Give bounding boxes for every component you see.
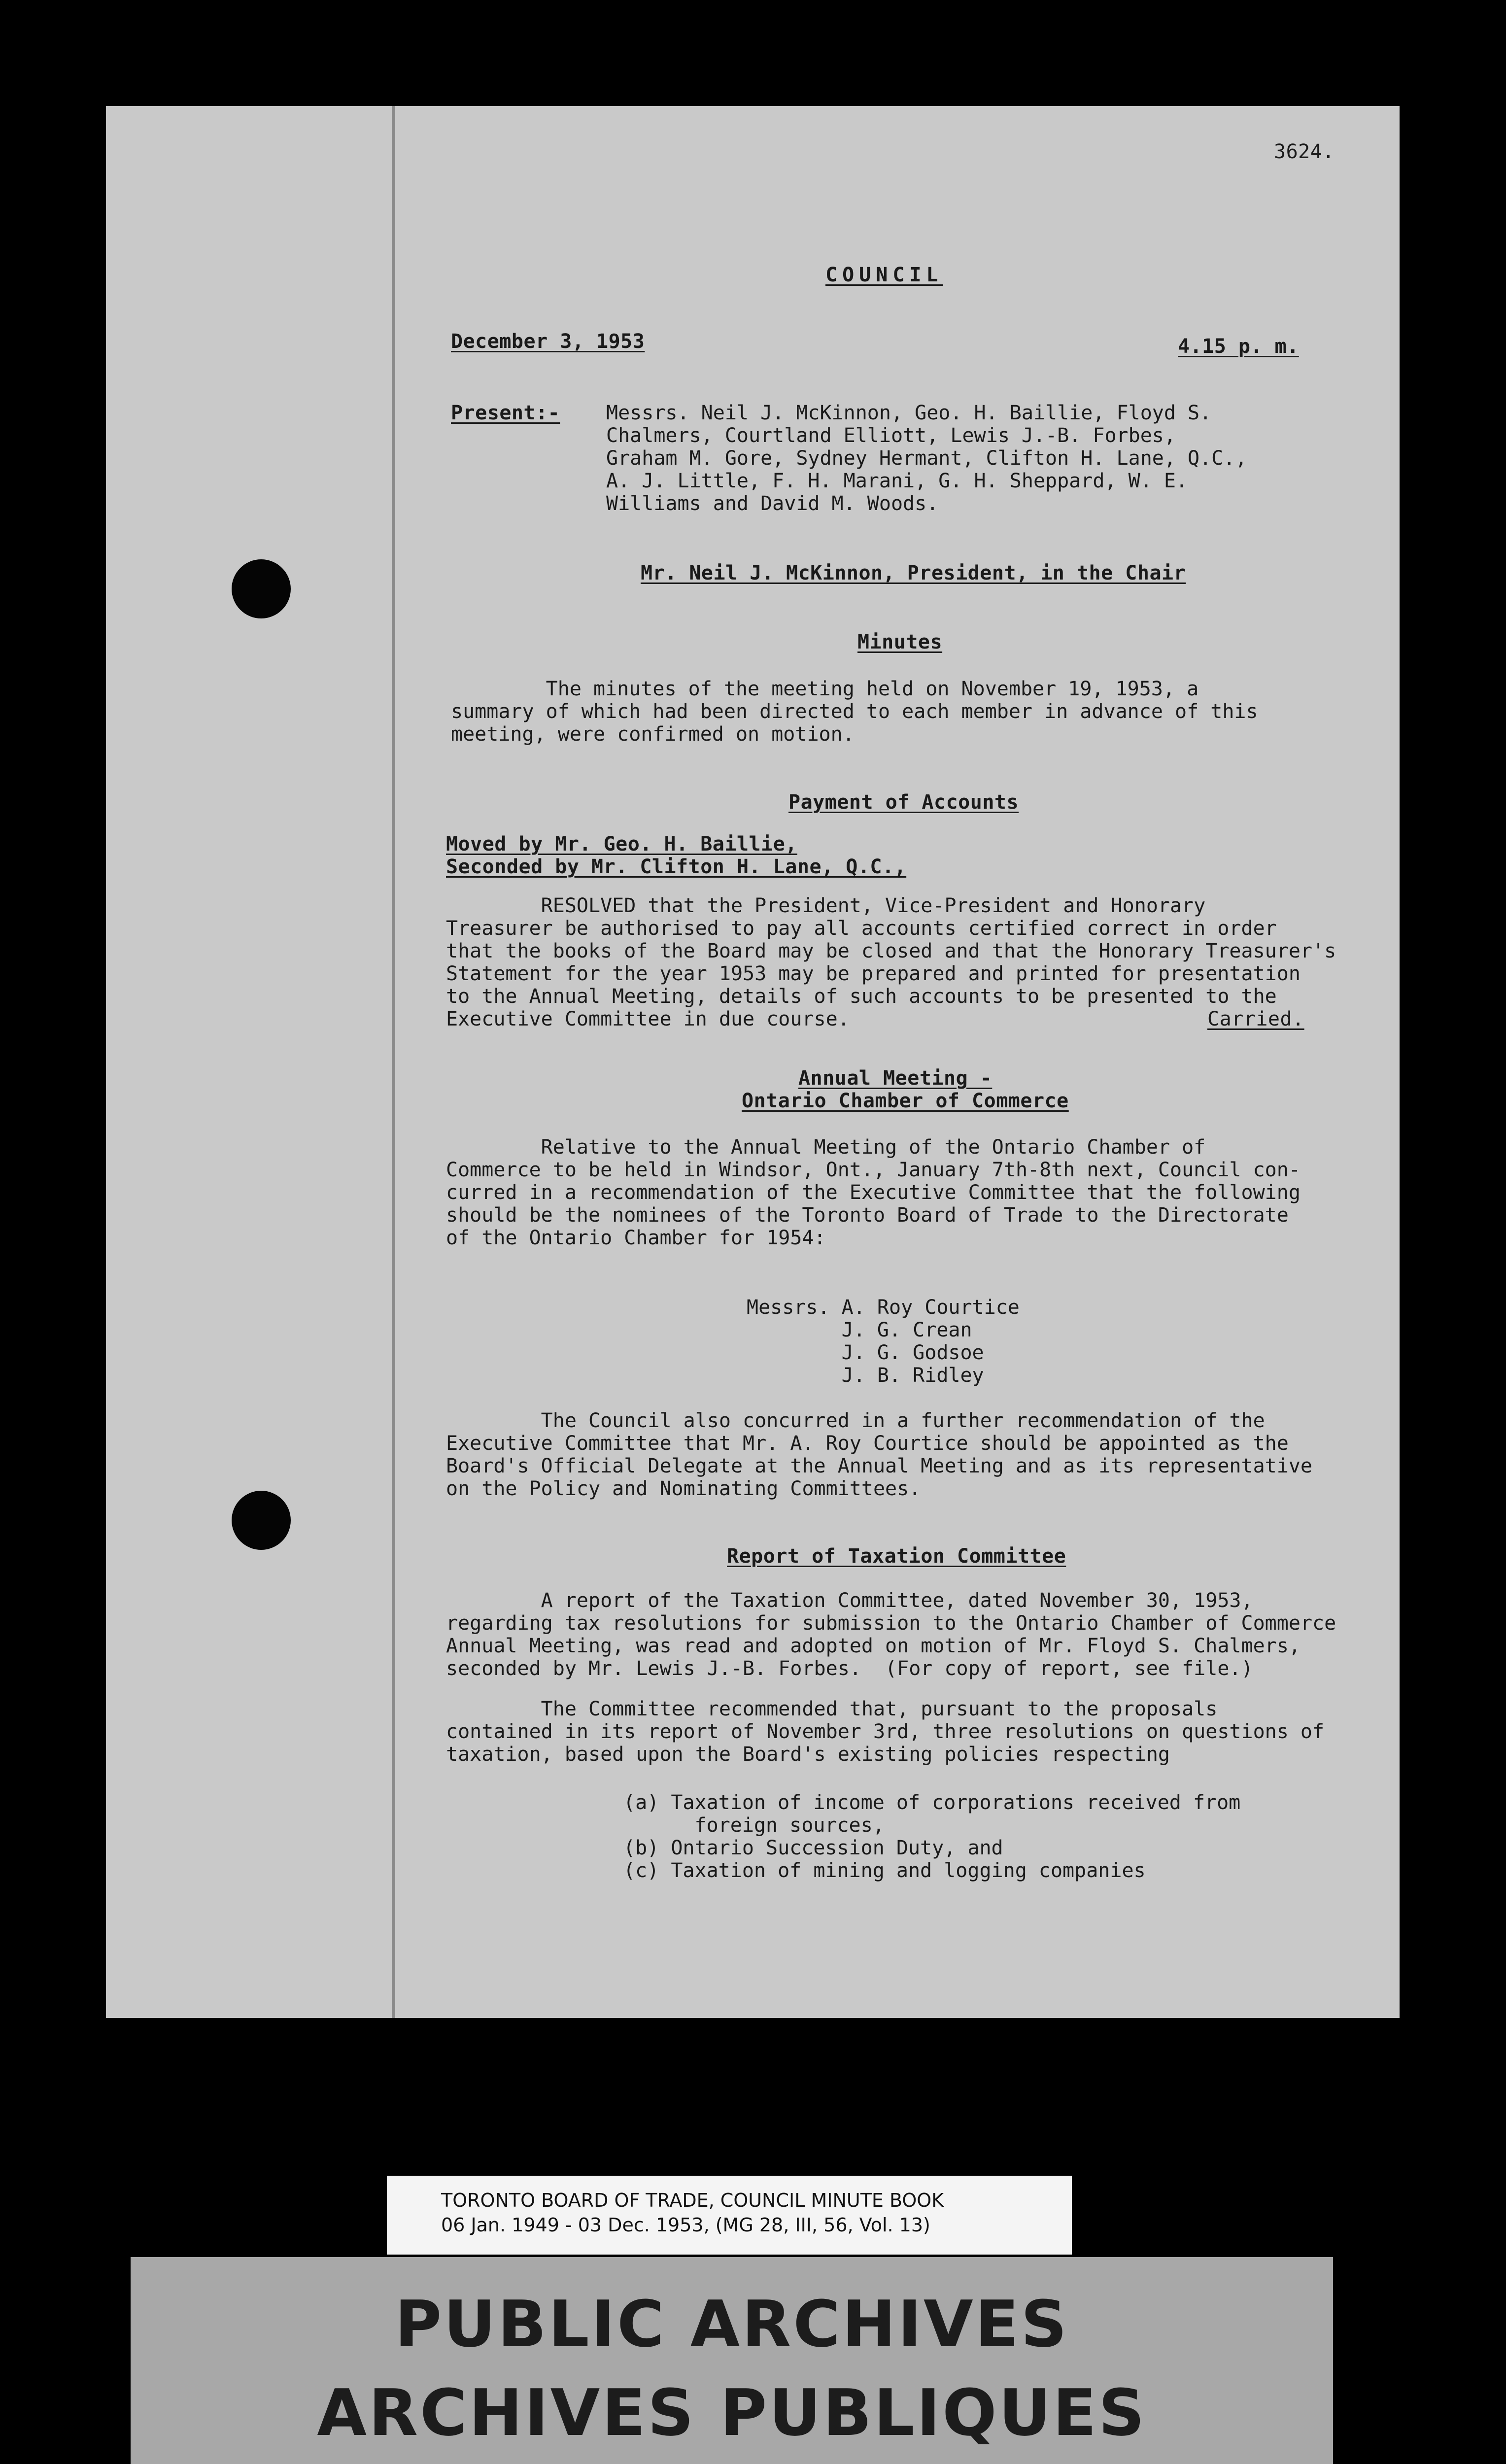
document-page: [106, 106, 1400, 2018]
resolved-paragraph: [446, 894, 1336, 1030]
paragraph-line: The Committee recommended that, pursuant to the proposals: [446, 1698, 1218, 1720]
annual-subheading: Ontario Chamber of Commerce: [742, 1090, 1069, 1112]
meeting-time: 4.15 p. m.: [1178, 335, 1299, 358]
paragraph-line: Relative to the Annual Meeting of the Ontario Chamber of: [446, 1136, 1206, 1159]
paragraph-line: Statement for the year 1953 may be prepared and printed for presentation: [446, 962, 1301, 985]
accounts-heading: Payment of Accounts: [788, 791, 1019, 814]
stamp-line: ARCHIVES PUBLIQUES: [317, 2375, 1147, 2450]
paragraph-line: taxation, based upon the Board's existing policies respecting: [446, 1743, 1170, 1766]
punch-hole: [232, 559, 291, 618]
list-item: (a) Taxation of income of corporations received from: [623, 1791, 1241, 1814]
present-line: Graham M. Gore, Sydney Hermant, Clifton H. Lane, Q.C.,: [606, 447, 1247, 470]
present-label: Present:-: [451, 402, 560, 424]
nominee: J. G. Godsoe: [747, 1341, 984, 1364]
nominee: J. G. Crean: [747, 1319, 972, 1341]
margin-rule: [392, 106, 395, 2018]
paragraph-line: on the Policy and Nominating Committees.: [446, 1477, 921, 1500]
paragraph-line: curred in a recommendation of the Executive Committee that the following: [446, 1181, 1301, 1204]
paragraph-line: A report of the Taxation Committee, dated November 30, 1953,: [446, 1589, 1253, 1612]
caption-line: 06 Jan. 1949 - 03 Dec. 1953, (MG 28, III, 56, Vol. 13): [441, 2214, 930, 2236]
present-line: A. J. Little, F. H. Marani, G. H. Sheppard, W. E.: [606, 470, 1188, 492]
punch-hole: [232, 1491, 291, 1550]
taxation-heading: Report of Taxation Committee: [727, 1545, 1066, 1568]
page-number: 3624.: [1274, 140, 1335, 163]
paragraph-line: seconded by Mr. Lewis J.-B. Forbes. (For copy of report, see file.): [446, 1657, 1253, 1680]
paragraph-line: Treasurer be authorised to pay all accounts certified correct in order: [446, 917, 1277, 940]
nominee-list: [747, 1296, 1020, 1387]
nominee: Messrs. A. Roy Courtice: [747, 1296, 1020, 1319]
paragraph-line: RESOLVED that the President, Vice-President and Honorary: [446, 894, 1206, 917]
minutes-paragraph: [451, 678, 1258, 746]
taxation-paragraph: [446, 1589, 1336, 1680]
paragraph-line: Board's Official Delegate at the Annual Meeting and as its representative: [446, 1455, 1312, 1477]
paragraph-line: Annual Meeting, was read and adopted on motion of Mr. Floyd S. Chalmers,: [446, 1635, 1301, 1657]
annual-paragraph: [446, 1136, 1301, 1249]
annual-heading: Annual Meeting -: [798, 1067, 993, 1090]
concurred-paragraph: [446, 1409, 1312, 1500]
paragraph-line: Executive Committee that Mr. A. Roy Courtice should be appointed as the: [446, 1432, 1289, 1455]
list-item: foreign sources,: [623, 1814, 885, 1837]
moved-by: Moved by Mr. Geo. H. Baillie,: [446, 833, 797, 856]
paragraph-line: that the books of the Board may be closed and that the Honorary Treasurer's: [446, 940, 1336, 962]
list-item: (b) Ontario Succession Duty, and: [623, 1837, 1003, 1859]
paragraph-line: contained in its report of November 3rd, three resolutions on questions of: [446, 1720, 1325, 1743]
archive-caption: [387, 2176, 1072, 2255]
carried-note: Carried.: [1207, 1008, 1304, 1030]
meeting-date: December 3, 1953: [451, 330, 645, 353]
nominee: J. B. Ridley: [747, 1364, 984, 1387]
present-list: [606, 402, 1247, 515]
chair-heading: Mr. Neil J. McKinnon, President, in the Chair: [641, 562, 1186, 584]
present-line: Messrs. Neil J. McKinnon, Geo. H. Baillie, Floyd S.: [606, 402, 1212, 424]
paragraph-line: to the Annual Meeting, details of such accounts to be presented to the: [446, 985, 1277, 1008]
paragraph-line: The Council also concurred in a further recommendation of the: [446, 1409, 1265, 1432]
paragraph-line: of the Ontario Chamber for 1954:: [446, 1227, 826, 1249]
seconded-by: Seconded by Mr. Clifton H. Lane, Q.C.,: [446, 856, 907, 878]
paragraph-line: should be the nominees of the Toronto Board of Trade to the Directorate: [446, 1204, 1289, 1227]
present-line: Williams and David M. Woods.: [606, 492, 939, 515]
taxation-items: [623, 1791, 1240, 1882]
paragraph-line: The minutes of the meeting held on November 19, 1953, a: [451, 678, 1199, 700]
page-title: COUNCIL: [825, 264, 943, 286]
recommended-paragraph: [446, 1698, 1324, 1766]
caption-line: TORONTO BOARD OF TRADE, COUNCIL MINUTE BOOK: [441, 2190, 944, 2211]
minutes-heading: Minutes: [857, 631, 943, 653]
present-line: Chalmers, Courtland Elliott, Lewis J.-B. Forbes,: [606, 424, 1176, 447]
paragraph-line: meeting, were confirmed on motion.: [451, 723, 855, 746]
paragraph-line: Executive Committee in due course.: [446, 1008, 850, 1030]
paragraph-line: regarding tax resolutions for submission to the Ontario Chamber of Commerce: [446, 1612, 1336, 1635]
paragraph-line: Commerce to be held in Windsor, Ont., January 7th-8th next, Council con-: [446, 1159, 1301, 1181]
stamp-line: PUBLIC ARCHIVES: [394, 2287, 1069, 2361]
paragraph-line: summary of which had been directed to each member in advance of this: [451, 700, 1258, 723]
list-item: (c) Taxation of mining and logging companies: [623, 1859, 1146, 1882]
archives-stamp: [131, 2257, 1333, 2464]
